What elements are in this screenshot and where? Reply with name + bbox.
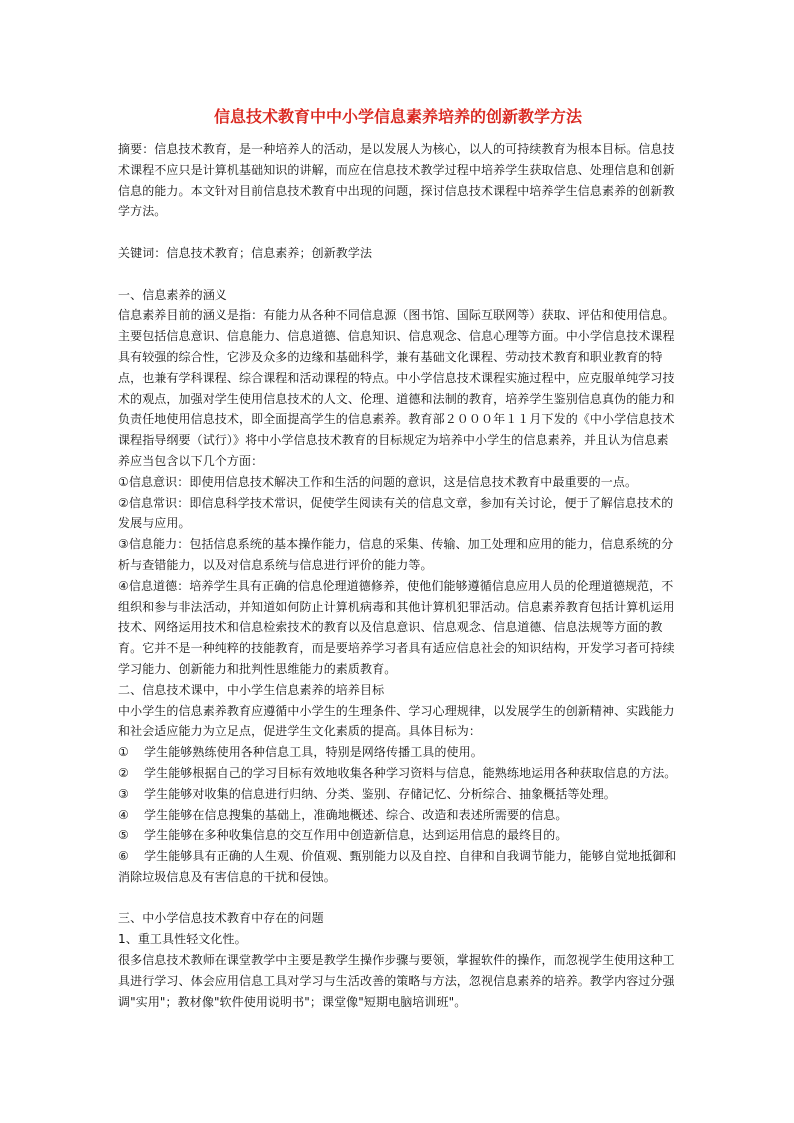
section1-intro: 信息素养目前的涵义是指：有能力从各种不同信息源（图书馆、国际互联网等）获取、评估和使用信息。主要包括信息意识、信息能力、信息道德、信息知识、信息观念、信息心理等方面。中小学信息技术课程具有较强的综合性，它涉及众多的边缘和基础科学，兼有基础文化课程、劳动技术教育和职业教育的特点，也兼有学科课程、综合课程和活动课程的特点。中小学信息技术课程实施过程中，应克服单纯学习技术的观点，加强对学生使用信息技术的人文、伦理、道德和法制的教育，培养学生鉴别信息真伪的能力和负责任地使用信息技术，即全面提高学生的信息素养。教育部２０００年１１月下发的《中小学信息技术课程指导纲要（试行）》将中小学信息技术教育的目标规定为培养中小学生的信息素养，并且认为信息素养应当包含以下几个方面： — [118, 308, 675, 468]
goal-item — [118, 763, 678, 784]
abstract-paragraph: 摘要：信息技术教育，是一种培养人的活动，是以发展人为核心，以人的可持续教育为根本目标。信息技术课程不应只是计算机基础知识的讲解，而应在信息技术教学过程中培养学生获取信息、处理信息和创新信息的能力。本文针对目前信息技术教育中出现的问题，探讨信息技术课程中培养学生信息素养的创新教学方法。 — [118, 142, 675, 219]
section1-heading: 一、信息素养的涵义 — [118, 287, 227, 302]
goal-item — [118, 784, 678, 805]
section1-item-knowledge: ②信息常识：即信息科学技术常识，促使学生阅读有关的信息文章，参加有关讨论，便于了解信息技术的发展与应用。 — [118, 495, 674, 531]
goal-text: 学生能够根据自己的学习目标有效地收集各种学习资料与信息，能熟练地运用各种获取信息的方法。 — [144, 765, 677, 780]
section2-intro: 中小学生的信息素养教育应遵循中小学生的生理条件、学习心理规律，以发展学生的创新精神、实践能力和社会适应能力为立足点，促进学生文化素质的提高。具体目标为： — [118, 703, 675, 739]
section1-item-ethics: ④信息道德：培养学生具有正确的信息伦理道德修养，使他们能够遵循信息应用人员的伦理道德规范，不组织和参与非法活动，并知道如何防止计算机病毒和其他计算机犯罪活动。信息素养教育包括计算机运用技术、网络运用技术和信息检索技术的教育以及信息意识、信息观念、信息道德、信息法规等方面的教育。它并不是一种纯粹的技能教育，而是要培养学习者具有适应信息社会的知识结构，开发学习者可持续学习能力、创新能力和批判性思维能力的素质教育。 — [118, 578, 675, 676]
section2-heading: 二、信息技术课中，中小学生信息素养的培养目标 — [118, 682, 385, 697]
section3-heading: 三、中小学信息技术教育中存在的问题 — [118, 911, 324, 926]
goal-item — [118, 742, 678, 763]
document-title: 信息技术教育中中小学信息素养培养的创新教学方法 — [213, 107, 582, 126]
paragraph-gap — [118, 888, 678, 909]
section3-sub1-heading: 1、重工具性轻文化性。 — [118, 932, 247, 947]
goal-text: 学生能够熟练使用各种信息工具，特别是网络传播工具的使用。 — [144, 745, 483, 760]
goal-item — [118, 846, 678, 888]
keywords-line: 关键词：信息技术教育；信息素养；创新教学法 — [118, 245, 373, 260]
paragraph-gap — [118, 222, 678, 243]
goal-number: ③ — [118, 786, 129, 801]
goal-text: 学生能够具有正确的人生观、价值观、甄别能力以及自控、自律和自我调节能力，能够自觉地抵御和消除垃圾信息及有害信息的干扰和侵蚀。 — [118, 849, 677, 884]
section3-sub1-text: 很多信息技术教师在课堂教学中主要是教学生操作步骤与要领，掌握软件的操作，而忽视学生使用这种工具进行学习、体会应用信息工具对学习与生活改善的策略与方法，忽视信息素养的培养。教学内容过分强调"实用"；教材像"软件使用说明书"；课堂像"短期电脑培训班"。 — [118, 953, 675, 1009]
goal-number: ⑥ — [118, 849, 129, 864]
goal-text: 学生能够对收集的信息进行归纳、分类、鉴别、存储记忆、分析综合、抽象概括等处理。 — [144, 786, 616, 801]
paragraph-gap — [118, 264, 678, 285]
goal-number: ① — [118, 745, 129, 760]
document-body — [118, 139, 678, 1012]
goal-item — [118, 805, 678, 826]
goal-text: 学生能够在多种收集信息的交互作用中创造新信息，达到运用信息的最终目的。 — [144, 828, 568, 843]
goal-text: 学生能够在信息搜集的基础上，准确地概述、综合、改造和表述所需要的信息。 — [144, 807, 568, 822]
goal-number: ② — [118, 765, 129, 780]
section1-item-awareness: ①信息意识：即使用信息技术解决工作和生活的问题的意识，这是信息技术教育中最重要的一点。 — [118, 474, 638, 489]
goal-number: ④ — [118, 807, 129, 822]
section1-item-ability: ③信息能力：包括信息系统的基本操作能力，信息的采集、传输、加工处理和应用的能力，信息系统的分析与查错能力，以及对信息系统与信息进行评价的能力等。 — [118, 537, 674, 572]
goal-item — [118, 825, 678, 846]
goal-number: ⑤ — [118, 828, 129, 843]
